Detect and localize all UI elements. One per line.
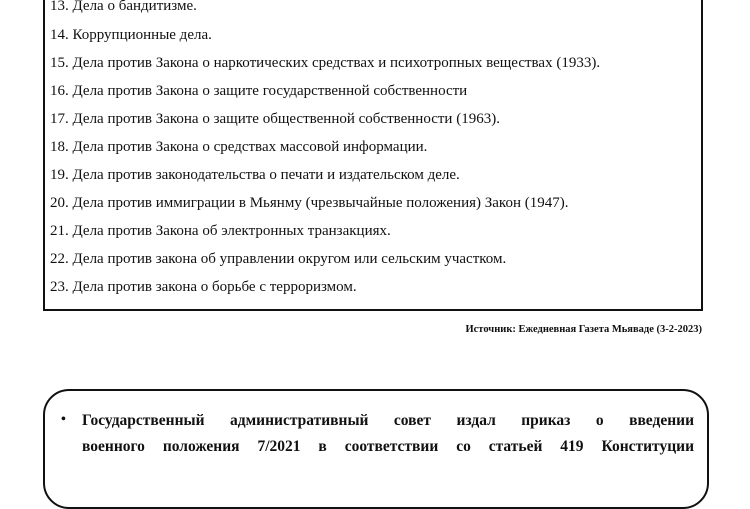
notice-text-line-2: военного положения 7/2021 в соответствии со статьей 419 Конституции bbox=[82, 438, 694, 455]
list-item: 14. Коррупционные дела. bbox=[50, 27, 212, 43]
notice-text-line-1: Государственный административный совет издал приказ о введении bbox=[82, 412, 694, 429]
list-item: 17. Дела против Закона о защите общественной собственности (1963). bbox=[50, 111, 500, 127]
list-item: 20. Дела против иммиграции в Мьянму (чрезвычайные положения) Закон (1947). bbox=[50, 195, 569, 211]
notice-box bbox=[43, 389, 709, 509]
list-item: 22. Дела против закона об управлении округом или сельским участком. bbox=[50, 251, 507, 267]
list-item: 19. Дела против законодательства о печати и издательском деле. bbox=[50, 167, 460, 183]
list-item: 15. Дела против Закона о наркотических средствах и психотропных веществах (1933). bbox=[50, 55, 601, 71]
list-item: 13. Дела о бандитизме. bbox=[50, 0, 197, 14]
list-item: 23. Дела против закона о борьбе с терроризмом. bbox=[50, 279, 357, 295]
list-item: 18. Дела против Закона о средствах массовой информации. bbox=[50, 139, 428, 155]
list-item: 16. Дела против Закона о защите государственной собственности bbox=[50, 83, 468, 99]
offense-list-box bbox=[43, 0, 703, 311]
source-citation: Источник: Ежедневная Газета Мьяваде (3-2-2023) bbox=[465, 324, 702, 335]
list-item: 21. Дела против Закона об электронных транзакциях. bbox=[50, 223, 391, 239]
bullet-icon: • bbox=[61, 412, 66, 427]
